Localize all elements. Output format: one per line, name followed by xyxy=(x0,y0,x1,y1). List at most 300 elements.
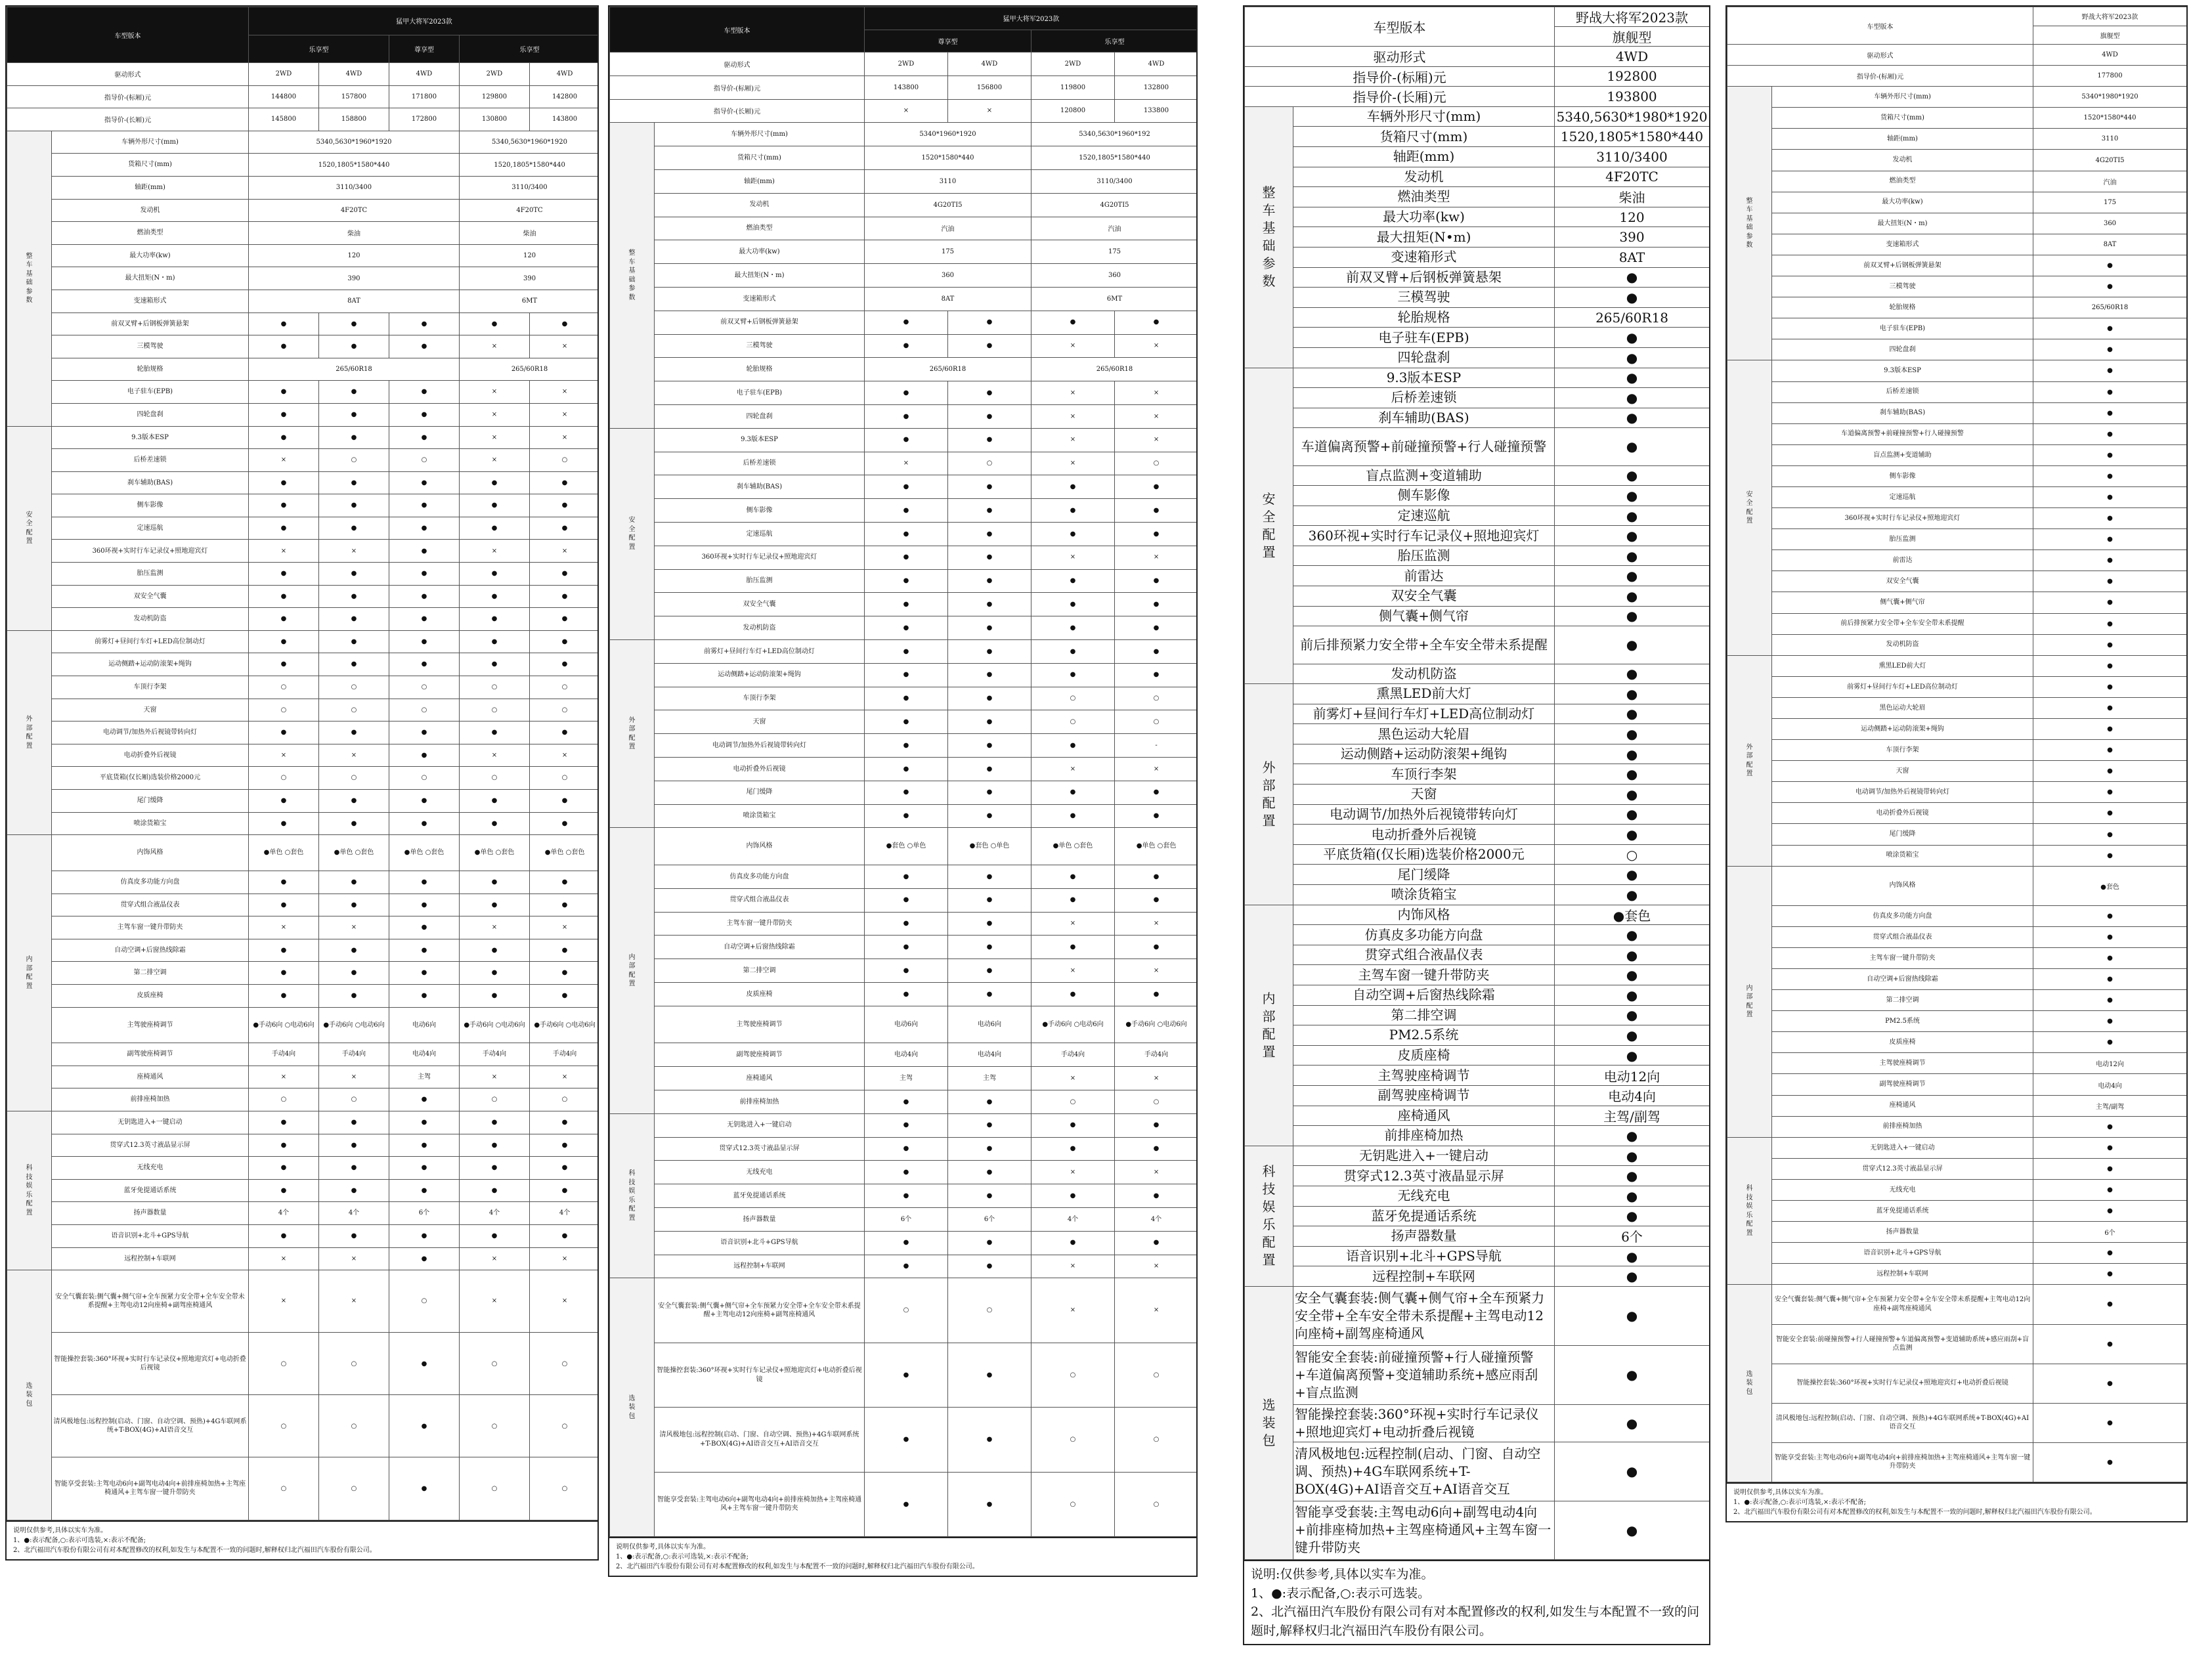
spec-value: ● xyxy=(319,426,389,449)
spec-value: × xyxy=(865,452,948,475)
spec-label: 9.3版本ESP xyxy=(655,428,865,452)
spec-value: ● xyxy=(1555,1345,1710,1404)
spec-value: × xyxy=(249,1066,319,1088)
spec-value: ○ xyxy=(1031,1472,1115,1536)
spec-value: ● xyxy=(460,653,530,676)
spec-label: 电动调节/加热外后视镜带转向灯 xyxy=(1293,804,1555,825)
spec-row xyxy=(610,475,1198,499)
series-title: 野战大将军2023款 xyxy=(2033,7,2187,26)
spec-label: 前雷达 xyxy=(1772,550,2033,571)
spec-value: ● xyxy=(865,663,948,687)
spec-label: 无线充电 xyxy=(52,1157,249,1180)
spec-label: 前排座椅加热 xyxy=(655,1090,865,1114)
trim-name: 旗舰型 xyxy=(1555,27,1710,47)
spec-value: ● xyxy=(530,790,599,813)
spec-label: 无钥匙进入+一键启动 xyxy=(655,1113,865,1137)
spec-value: × xyxy=(530,1247,599,1270)
spec-row xyxy=(1245,465,1710,486)
spec-value: ●单色 ○套色 xyxy=(319,835,389,871)
spec-value: 4个 xyxy=(1115,1208,1198,1232)
category-char: 选 xyxy=(1262,1397,1276,1413)
spec-value: ○ xyxy=(460,676,530,699)
spec-value: ● xyxy=(389,563,460,586)
spec-label: 主驾驶座椅调节 xyxy=(52,1007,249,1043)
spec-value: ● xyxy=(865,522,948,546)
spec-label: 蓝牙免提通话系统 xyxy=(1293,1206,1555,1226)
spec-value: ● xyxy=(460,471,530,494)
spec-value: × xyxy=(1115,404,1198,428)
spec-value: ● xyxy=(2033,719,2187,740)
spec-label: 内饰风格 xyxy=(52,835,249,871)
spec-value: × xyxy=(530,1270,599,1333)
category-char: 娱 xyxy=(628,1188,636,1195)
spec-value: ● xyxy=(2033,1137,2187,1158)
spec-value: ○ xyxy=(249,1395,319,1457)
spec-row xyxy=(1727,150,2187,171)
spec-value: 265/60R18 xyxy=(249,358,460,381)
spec-row xyxy=(7,1066,599,1088)
spec-row xyxy=(1245,307,1710,328)
spec-value: 1520,1805*1580*440 xyxy=(249,154,460,177)
spec-label: 货箱尺寸(mm) xyxy=(52,154,249,177)
category-char: 配 xyxy=(1262,526,1276,542)
spec-value: ● xyxy=(2033,486,2187,507)
spec-value: ○ xyxy=(319,1395,389,1457)
category-char: 配 xyxy=(1746,761,1753,769)
spec-value: ● xyxy=(2033,1158,2187,1179)
spec-row xyxy=(1727,276,2187,297)
spec-label: 智能享受套装:主驾电动6向+副驾电动4向+前排座椅加热+主驾座椅通风+主驾车窗一键升带防夹 xyxy=(1293,1501,1555,1560)
spec-label: 胎压监测 xyxy=(1772,529,2033,550)
spec-value: ● xyxy=(319,812,389,835)
spec-value: ● xyxy=(1115,311,1198,334)
spec-label: 天窗 xyxy=(52,699,249,722)
spec-value: 手动4向 xyxy=(1031,1043,1115,1067)
spec-value: ● xyxy=(1555,1246,1710,1266)
spec-value: ○ xyxy=(530,449,599,472)
spec-value: ● xyxy=(948,569,1031,593)
spec-value: ● xyxy=(1555,744,1710,764)
spec-label: 皮质座椅 xyxy=(1772,1032,2033,1053)
category-char: 配 xyxy=(26,528,33,536)
header-row xyxy=(610,7,1198,30)
spec-value: × xyxy=(249,540,319,563)
spec-value: ● xyxy=(319,312,389,335)
spec-label: 无钥匙进入+一键启动 xyxy=(52,1111,249,1134)
category-char: 整 xyxy=(628,249,636,257)
spec-value: ● xyxy=(1031,1231,1115,1255)
spec-row xyxy=(7,471,599,494)
spec-value: ○ xyxy=(1555,844,1710,865)
spec-label: 三模驾驶 xyxy=(1772,276,2033,297)
spec-label: 前雾灯+昼间行车灯+LED高位制动灯 xyxy=(1293,704,1555,724)
category-char: 配 xyxy=(628,971,636,979)
spec-row xyxy=(1245,267,1710,288)
category-cell xyxy=(1727,1285,1772,1482)
spec-label: 无钥匙进入+一键启动 xyxy=(1772,1137,2033,1158)
spec-row xyxy=(610,804,1198,828)
spec-label: 扬声器数量 xyxy=(655,1208,865,1232)
spec-label: 货箱尺寸(mm) xyxy=(655,146,865,170)
spec-label: 主驾驶座椅调节 xyxy=(1772,1053,2033,1074)
spec-row xyxy=(610,75,1198,99)
spec-label: 座椅通风 xyxy=(1772,1095,2033,1116)
category-char: 部 xyxy=(26,724,33,732)
category-char: 置 xyxy=(1262,544,1276,560)
spec-label: 最大扭矩(N・m) xyxy=(655,264,865,288)
footnote xyxy=(1244,1560,1709,1644)
spec-value: ● xyxy=(2033,1285,2187,1324)
spec-value: 手动4向 xyxy=(319,1043,389,1066)
spec-label: 智能安全套装:前碰撞预警+行人碰撞预警+车道偏离预警+变道辅助系统+感应雨刮+盲点监测 xyxy=(1293,1345,1555,1404)
spec-label: 前雾灯+昼间行车灯+LED高位制动灯 xyxy=(1772,676,2033,697)
spec-row xyxy=(1245,1146,1710,1166)
spec-row xyxy=(1727,108,2187,129)
spec-value: ● xyxy=(530,812,599,835)
spec-value: 4WD xyxy=(1115,53,1198,76)
spec-value: 3110 xyxy=(2033,129,2187,150)
spec-label: 无线充电 xyxy=(1293,1186,1555,1206)
spec-value: ● xyxy=(865,311,948,334)
spec-label: 前双叉臂+后钢板弹簧悬架 xyxy=(1772,255,2033,276)
spec-value: ● xyxy=(389,1333,460,1395)
spec-row xyxy=(1727,761,2187,782)
spec-value: 4个 xyxy=(1031,1208,1115,1232)
category-char: 配 xyxy=(26,1200,33,1208)
spec-value: ● xyxy=(319,585,389,608)
spec-label: 360环视+实时行车记录仪+照地迎宾灯 xyxy=(655,546,865,569)
footnote-line: 2、北汽福田汽车股份有限公司有对本配置修改的权利,如发生与本配置不一致的问题时,解释权归北汽福田汽车股份有限公司。 xyxy=(1733,1508,2096,1516)
spec-value: ● xyxy=(389,1134,460,1157)
spec-label: 胎压监测 xyxy=(655,569,865,593)
spec-row xyxy=(1245,288,1710,308)
spec-value: 电动6向 xyxy=(948,1006,1031,1043)
category-char: 参 xyxy=(26,288,33,295)
spec-row xyxy=(610,1408,1198,1472)
spec-value: ● xyxy=(389,1225,460,1248)
spec-label: 指导价-(标厢)元 xyxy=(7,85,249,108)
spec-value: ● xyxy=(948,1255,1031,1278)
spec-label: 电动调节/加热外后视镜带转向灯 xyxy=(1772,782,2033,803)
spec-value: ● xyxy=(948,1472,1031,1536)
spec-row xyxy=(610,381,1198,405)
spec-row xyxy=(7,290,599,312)
spec-value: 电动4向 xyxy=(865,1043,948,1067)
footnote-line: 2、北汽福田汽车股份有限公司有对本配置修改的权利,如发生与本配置不一致的问题时,解释权归北汽福田汽车股份有限公司。 xyxy=(1251,1605,1700,1638)
category-char: 安 xyxy=(1746,490,1753,498)
spec-label: 喷涂货箱宝 xyxy=(1772,845,2033,866)
spec-value: ● xyxy=(460,563,530,586)
spec-value: ○ xyxy=(249,1457,319,1520)
spec-value: 汽油 xyxy=(865,217,1031,240)
spec-row xyxy=(7,767,599,790)
category-char: 娱 xyxy=(1746,1203,1753,1211)
spec-value: ○ xyxy=(530,1333,599,1395)
spec-row xyxy=(610,1278,1198,1343)
spec-value: ● xyxy=(530,1157,599,1180)
spec-value: × xyxy=(1115,757,1198,781)
spec-value: ● xyxy=(2033,318,2187,339)
category-char: 配 xyxy=(1262,794,1276,811)
spec-row xyxy=(1727,866,2187,905)
spec-row xyxy=(1245,106,1710,127)
category-char: 置 xyxy=(1746,1229,1753,1237)
spec-label: 智能享受套装:主驾电动6向+副驾电动4向+前排座椅加热+主驾座椅通风+主驾车窗一键升带防夹 xyxy=(1772,1442,2033,1482)
spec-row xyxy=(610,1472,1198,1536)
spec-row xyxy=(610,1343,1198,1407)
spec-label: 熏黑LED前大灯 xyxy=(1293,684,1555,704)
spec-label: 三模驾驶 xyxy=(52,335,249,358)
spec-row xyxy=(7,1247,599,1270)
spec-value: 4WD xyxy=(948,53,1031,76)
spec-row xyxy=(1245,1005,1710,1025)
category-char: 包 xyxy=(1262,1432,1276,1449)
category-char: 内 xyxy=(628,953,636,961)
spec-value: 4个 xyxy=(530,1202,599,1225)
spec-label: 变速箱形式 xyxy=(52,290,249,312)
spec-label: 远程控制+车联网 xyxy=(52,1247,249,1270)
spec-value: ● xyxy=(249,403,319,426)
spec-row xyxy=(1245,626,1710,664)
spec-value: ● xyxy=(530,1179,599,1202)
spec-row xyxy=(1727,592,2187,613)
spec-value: ● xyxy=(389,1179,460,1202)
spec-value: ● xyxy=(865,404,948,428)
spec-value: 120800 xyxy=(1031,99,1115,123)
spec-label: 安全气囊套装:侧气囊+侧气帘+全车预紧力安全带+全车安全带未系提醒+主驾电动12向座椅+副驾座椅通风 xyxy=(655,1278,865,1343)
spec-label: 副驾驶座椅调节 xyxy=(655,1043,865,1067)
spec-value: ● xyxy=(1555,1005,1710,1025)
spec-value: ●单色 ○套色 xyxy=(249,835,319,871)
spec-value: ○ xyxy=(319,449,389,472)
spec-value: 6MT xyxy=(460,290,599,312)
spec-value: ● xyxy=(389,871,460,894)
spec-label: 360环视+实时行车记录仪+照地迎宾灯 xyxy=(52,540,249,563)
spec-value: ● xyxy=(1115,865,1198,888)
spec-label: PM2.5系统 xyxy=(1293,1025,1555,1046)
spec-value: ●手动6向 ○电动6向 xyxy=(460,1007,530,1043)
spec-label: 黑色运动大轮眉 xyxy=(1293,724,1555,744)
spec-label: 远程控制+车联网 xyxy=(1293,1266,1555,1287)
spec-row xyxy=(7,962,599,985)
spec-value: 主驾/副驾 xyxy=(1555,1106,1710,1126)
spec-label: 第二排空调 xyxy=(52,962,249,985)
category-char: 科 xyxy=(628,1170,636,1178)
spec-row xyxy=(610,1113,1198,1137)
spec-value: 2WD xyxy=(249,63,319,86)
spec-row xyxy=(1727,824,2187,845)
category-char: 乐 xyxy=(26,1191,33,1199)
spec-value: ● xyxy=(948,734,1031,758)
spec-value: ● xyxy=(865,888,948,912)
spec-label: 主驾驶座椅调节 xyxy=(1293,1066,1555,1086)
spec-value: ● xyxy=(1555,945,1710,965)
spec-row xyxy=(1727,465,2187,486)
spec-label: 语音识别+北斗+GPS导航 xyxy=(52,1225,249,1248)
spec-value: × xyxy=(1031,912,1115,936)
spec-value: ●手动6向 ○电动6向 xyxy=(530,1007,599,1043)
spec-label: 贯穿式组合液晶仪表 xyxy=(655,888,865,912)
spec-value: ● xyxy=(1031,1137,1115,1161)
spec-value: 119800 xyxy=(1031,75,1115,99)
spec-value: ● xyxy=(2033,1442,2187,1482)
spec-value: ○ xyxy=(1031,687,1115,710)
spec-label: 三模驾驶 xyxy=(655,334,865,358)
spec-label: 前双叉臂+后钢板弹簧悬架 xyxy=(1293,267,1555,288)
spec-value: ● xyxy=(1555,288,1710,308)
spec-value: ● xyxy=(249,563,319,586)
footnote-line: 说明仅供参考,具体以实车为准。 xyxy=(13,1526,108,1534)
spec-value: 电动4向 xyxy=(389,1043,460,1066)
spec-label: 平底货箱(仅长厢)选装价格2000元 xyxy=(1293,844,1555,865)
spec-value: × xyxy=(1115,1278,1198,1343)
spec-value: 5340*1980*1920 xyxy=(2033,87,2187,108)
spec-value: ● xyxy=(1555,1025,1710,1046)
category-char: 整 xyxy=(1262,184,1276,201)
spec-row xyxy=(610,912,1198,936)
spec-row xyxy=(1727,1201,2187,1222)
category-char: 数 xyxy=(628,293,636,301)
spec-value: 主驾 xyxy=(389,1066,460,1088)
spec-label: 喷涂货箱宝 xyxy=(655,804,865,828)
spec-row xyxy=(1245,684,1710,704)
spec-value: ● xyxy=(1555,865,1710,885)
spec-row xyxy=(1727,87,2187,108)
spec-label: 后桥差速锁 xyxy=(52,449,249,472)
spec-label: 第二排空调 xyxy=(1293,1005,1555,1025)
spec-value: ● xyxy=(2033,1179,2187,1200)
spec-row xyxy=(610,1090,1198,1114)
spec-value: ○ xyxy=(530,676,599,699)
spec-value: ● xyxy=(948,1090,1031,1114)
spec-value: ○ xyxy=(1115,1343,1198,1407)
spec-label: 贯穿式组合液晶仪表 xyxy=(1293,945,1555,965)
spec-value: × xyxy=(1031,1255,1115,1278)
spec-value: ●单色 ○套色 xyxy=(530,835,599,871)
spec-label: PM2.5系统 xyxy=(1772,1011,2033,1032)
spec-value: ○ xyxy=(319,767,389,790)
category-cell xyxy=(7,1111,52,1270)
spec-row xyxy=(7,176,599,199)
category-char: 科 xyxy=(1746,1185,1753,1193)
spec-label: 喷涂货箱宝 xyxy=(52,812,249,835)
spec-value: ● xyxy=(865,428,948,452)
spec-label: 扬声器数量 xyxy=(52,1202,249,1225)
spec-value: 5340,5630*1960*1920 xyxy=(249,131,460,154)
spec-value: 192800 xyxy=(1555,66,1710,87)
spec-value: ○ xyxy=(1115,710,1198,734)
spec-value: × xyxy=(1115,912,1198,936)
category-char: 基 xyxy=(1746,215,1753,223)
category-char: 全 xyxy=(26,520,33,528)
spec-label: 双安全气囊 xyxy=(1772,571,2033,592)
spec-row xyxy=(1245,844,1710,865)
spec-row xyxy=(610,499,1198,523)
spec-value: ● xyxy=(249,812,319,835)
spec-label: 货箱尺寸(mm) xyxy=(1772,108,2033,129)
spec-label: 贯穿式12.3英寸液晶显示屏 xyxy=(52,1134,249,1157)
spec-value: ●套色 ○单色 xyxy=(948,828,1031,865)
category-cell xyxy=(7,1270,52,1520)
spec-row xyxy=(1727,234,2187,255)
spec-value: ● xyxy=(530,563,599,586)
spec-value: ● xyxy=(460,962,530,985)
spec-value: ● xyxy=(1031,1184,1115,1208)
category-char: 装 xyxy=(1262,1415,1276,1431)
spec-row xyxy=(7,835,599,871)
spec-value: × xyxy=(1031,381,1115,405)
spec-label: 刹车辅助(BAS) xyxy=(1293,408,1555,428)
spec-label: 发动机防盗 xyxy=(1772,634,2033,655)
spec-value: ● xyxy=(389,1157,460,1180)
spec-value: 8AT xyxy=(249,290,460,312)
spec-label: 自动空调+后窗热线除霜 xyxy=(1293,985,1555,1006)
spec-label: 第二排空调 xyxy=(655,959,865,983)
spec-row xyxy=(1727,803,2187,824)
spec-row xyxy=(1727,740,2187,761)
spec-row xyxy=(610,936,1198,959)
spec-row xyxy=(7,540,599,563)
spec-value: 电动6向 xyxy=(389,1007,460,1043)
spec-value: ● xyxy=(1031,865,1115,888)
spec-value: ● xyxy=(948,1343,1031,1407)
spec-label: 车辆外形尺寸(mm) xyxy=(655,123,865,146)
spec-value: ● xyxy=(389,812,460,835)
spec-row xyxy=(7,939,599,962)
spec-label: 座椅通风 xyxy=(655,1067,865,1090)
spec-value: ● xyxy=(2033,1243,2187,1264)
spec-value: ● xyxy=(865,1255,948,1278)
spec-row xyxy=(1245,566,1710,586)
spec-value: ● xyxy=(460,939,530,962)
spec-value: ● xyxy=(460,1134,530,1157)
spec-row xyxy=(7,1333,599,1395)
spec-row xyxy=(7,1179,599,1202)
spec-row xyxy=(610,781,1198,804)
spec-row xyxy=(610,593,1198,616)
spec-value: × xyxy=(460,540,530,563)
spec-value: ● xyxy=(948,982,1031,1006)
spec-value: ● xyxy=(948,381,1031,405)
spec-row xyxy=(1245,347,1710,368)
category-char: 参 xyxy=(628,285,636,293)
category-char: 技 xyxy=(628,1178,636,1186)
spec-value: 4WD xyxy=(530,63,599,86)
spec-value: × xyxy=(1115,546,1198,569)
spec-value: ● xyxy=(948,710,1031,734)
spec-value: × xyxy=(865,99,948,123)
spec-row xyxy=(610,687,1198,710)
spec-row xyxy=(7,894,599,916)
spec-value: ● xyxy=(1555,1206,1710,1226)
spec-row xyxy=(1245,664,1710,684)
spec-value: ● xyxy=(1115,499,1198,523)
spec-value: ● xyxy=(1555,1501,1710,1560)
spec-value: ● xyxy=(249,1179,319,1202)
spec-label: 轮胎规格 xyxy=(52,358,249,381)
model-version-header: 车型版本 xyxy=(610,7,865,53)
spec-label: 远程控制+车联网 xyxy=(1772,1264,2033,1285)
spec-label: 车辆外形尺寸(mm) xyxy=(52,131,249,154)
spec-row xyxy=(7,131,599,154)
spec-label: 最大扭矩(N・m) xyxy=(1772,213,2033,234)
spec-label: 智能安全套装:前碰撞预警+行人碰撞预警+车道偏离预警+变道辅助系统+感应雨刮+盲点监测 xyxy=(1772,1324,2033,1364)
spec-value: ● xyxy=(249,608,319,631)
spec-value: 柴油 xyxy=(249,222,460,245)
spec-value: ● xyxy=(389,630,460,653)
spec-value: ● xyxy=(1115,475,1198,499)
spec-label: 贯穿式12.3英寸液晶显示屏 xyxy=(1293,1166,1555,1186)
